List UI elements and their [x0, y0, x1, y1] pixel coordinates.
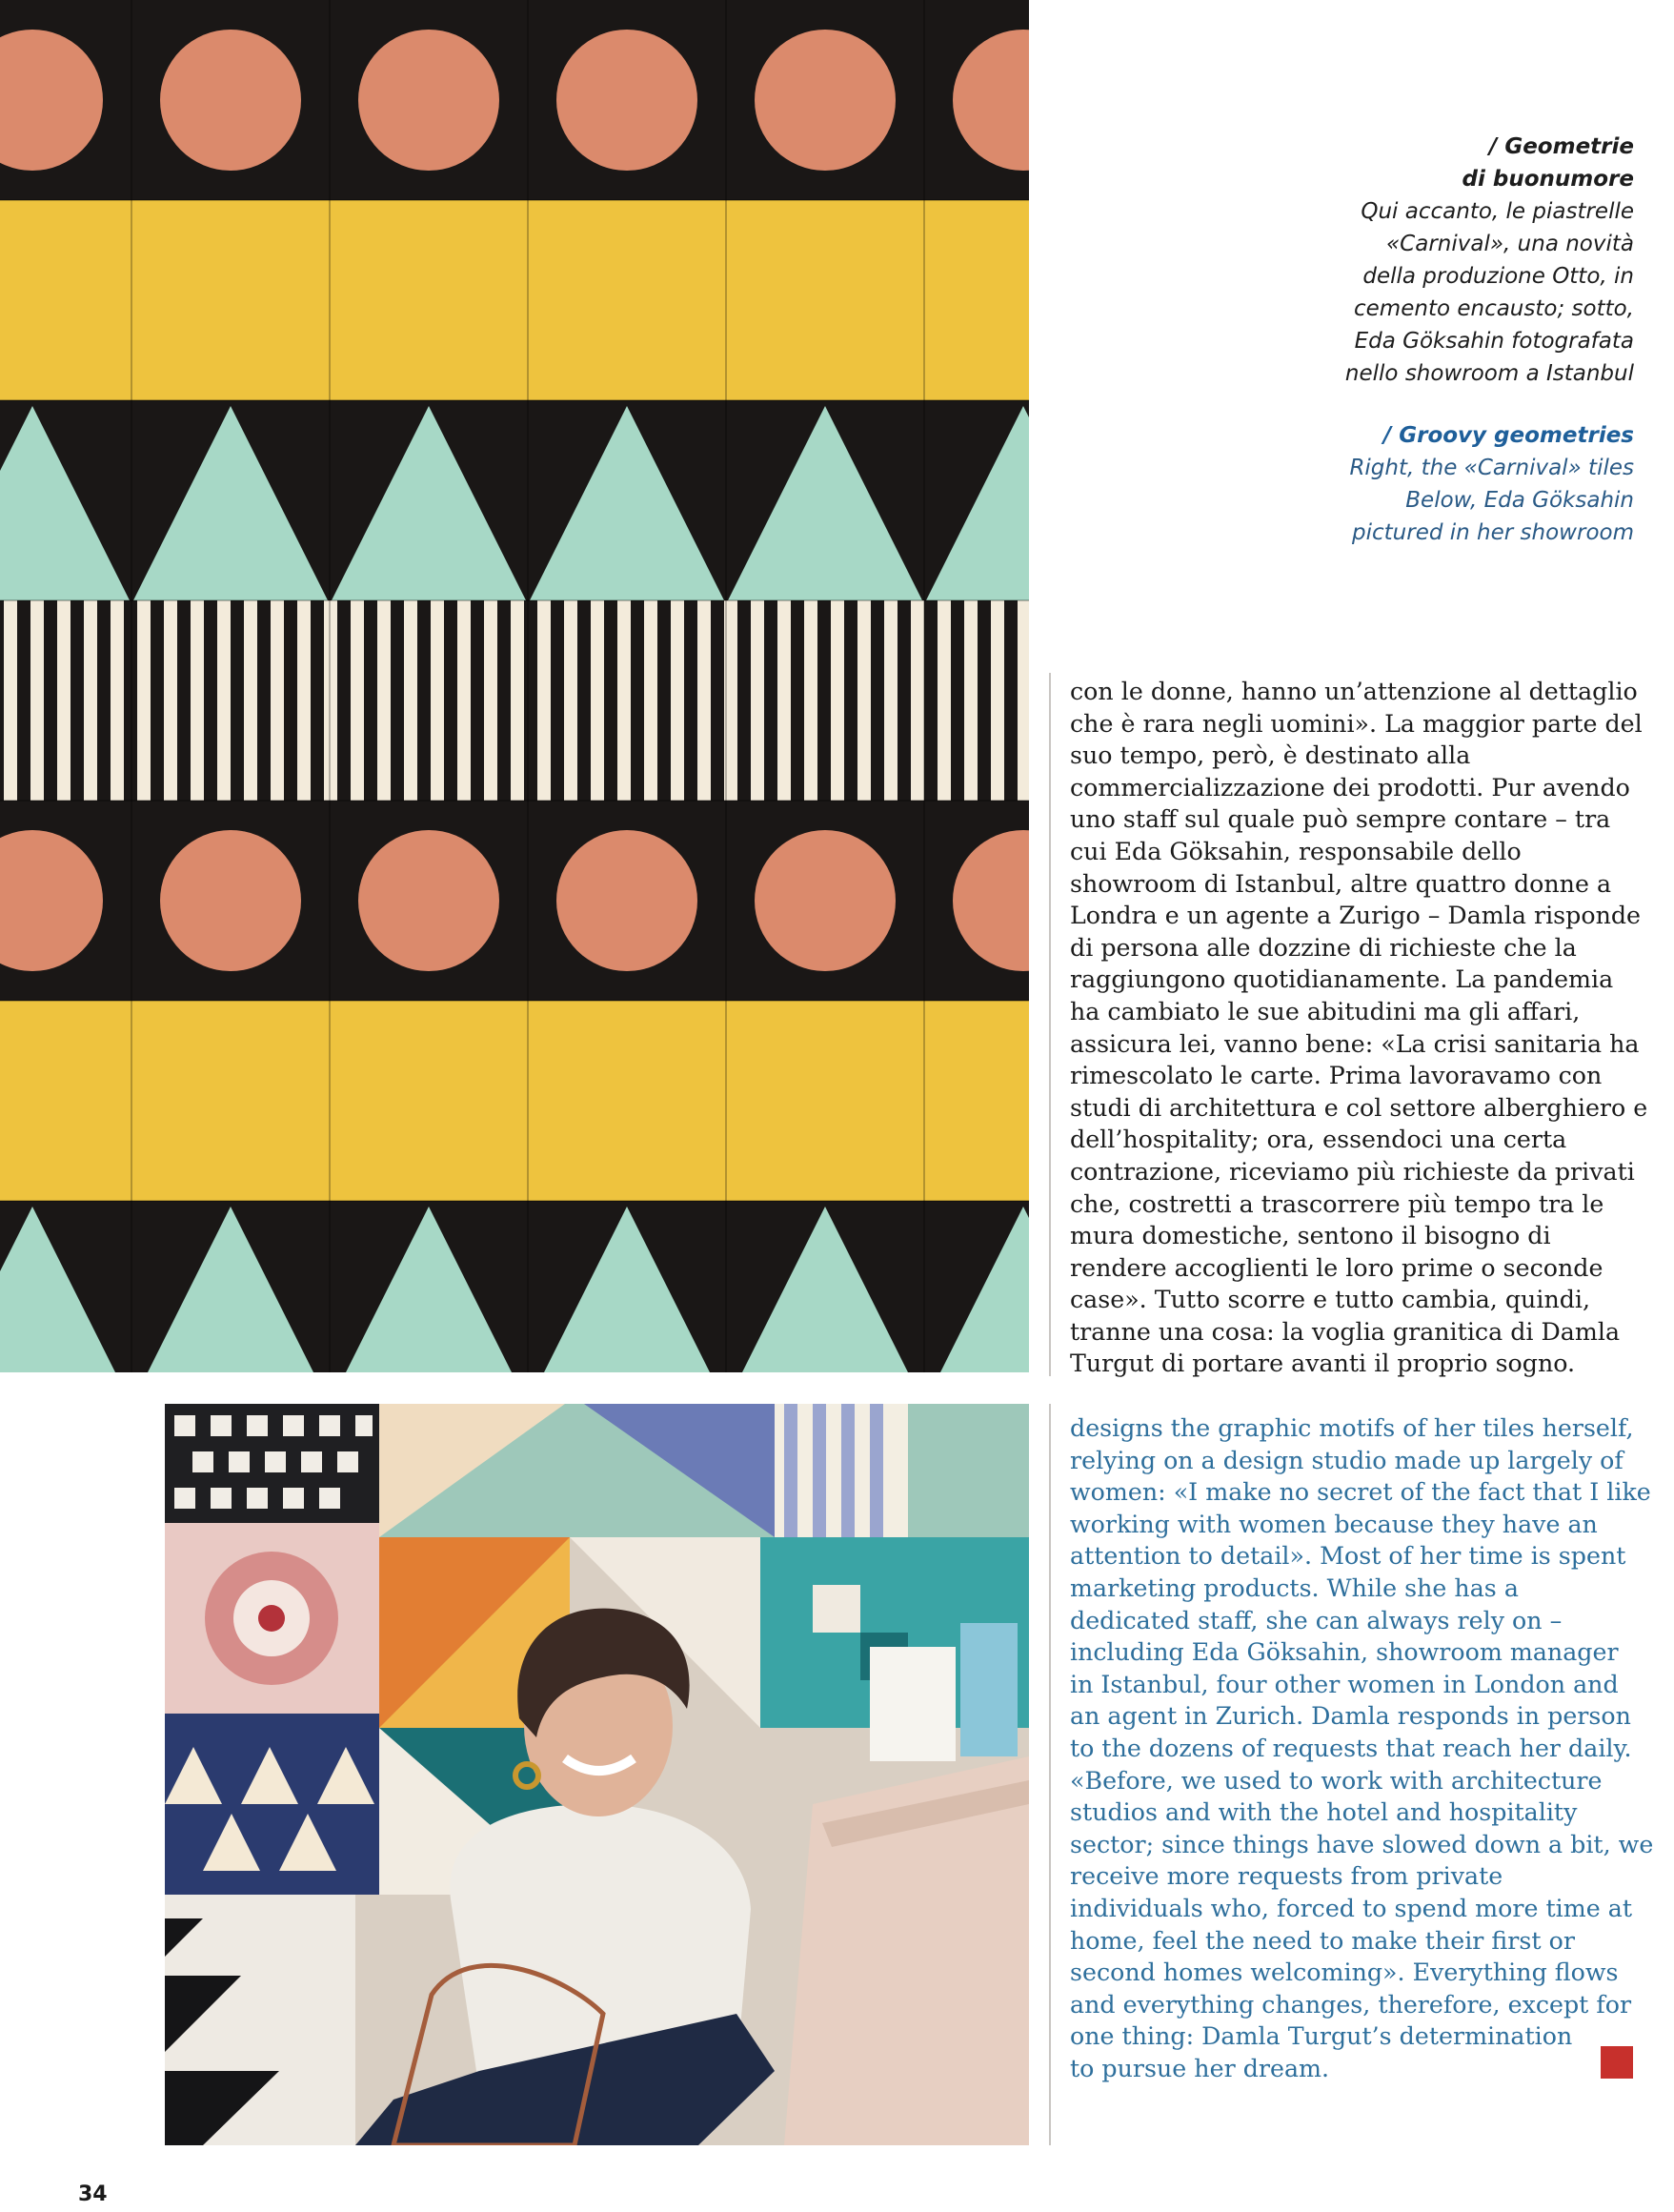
body-line: contrazione, riceviamo più richieste da privati	[1070, 1157, 1635, 1186]
body-line: Turgut di portare avanti il proprio sogno.	[1070, 1350, 1576, 1378]
caption-line: Below, Eda Göksahin	[1405, 488, 1634, 513]
body-line: to pursue her dream.	[1070, 2054, 1330, 2082]
body-line: ha cambiato le sue abitudini ma gli affari,	[1070, 997, 1581, 1025]
article-end-mark	[1601, 2046, 1633, 2079]
body-line: an agent in Zurich. Damla responds in person	[1070, 1702, 1631, 1731]
triangle-tile-row	[0, 400, 1029, 600]
body-line: «Before, we used to work with architecture	[1070, 1766, 1603, 1795]
body-line: relying on a design studio made up largely of	[1070, 1446, 1624, 1474]
caption-heading: / Groovy geometries	[1382, 423, 1634, 448]
body-line: women: «I make no secret of the fact that I like	[1070, 1478, 1651, 1507]
body-line: second homes welcoming». Everything flows	[1070, 1958, 1619, 1987]
caption-english	[1224, 419, 1634, 549]
coral-circle	[556, 830, 697, 971]
body-line: cui Eda Göksahin, responsabile dello	[1070, 837, 1522, 865]
caption-line: «Carnival», una novità	[1385, 232, 1634, 256]
caption-heading: / Geometrie	[1488, 134, 1634, 159]
body-line: rimescolato le carte. Prima lavoravamo con	[1070, 1062, 1603, 1090]
caption-line: Right, the «Carnival» tiles	[1349, 456, 1634, 480]
body-line: studi di architettura e col settore alberghiero e	[1070, 1093, 1648, 1122]
body-line: dedicated staff, she can always rely on –	[1070, 1606, 1563, 1634]
caption-line: cemento encausto; sotto,	[1354, 296, 1634, 321]
body-line: che, costretti a trascorrere più tempo tra le	[1070, 1189, 1604, 1218]
coral-circle	[556, 30, 697, 171]
caption-line: Qui accanto, le piastrelle	[1361, 199, 1634, 224]
caption-italian	[1224, 131, 1634, 390]
body-text-english	[1070, 1412, 1654, 2084]
body-line: marketing products. While she has a	[1070, 1573, 1519, 1602]
body-line: che è rara negli uomini». La maggior parte del	[1070, 709, 1643, 738]
body-line: Londra e un agente a Zurigo – Damla risponde	[1070, 902, 1642, 930]
body-line: home, feel the need to make their first or	[1070, 1926, 1575, 1955]
body-text-italian	[1070, 676, 1648, 1380]
body-line: mura domestiche, sentono il bisogno di	[1070, 1222, 1551, 1250]
body-line: commercializzazione dei prodotti. Pur avendo	[1070, 773, 1630, 802]
body-line: studios and with the hotel and hospitality	[1070, 1798, 1578, 1827]
body-line: in Istanbul, four other women in London and	[1070, 1670, 1619, 1698]
yellow-tile-row	[0, 200, 1029, 400]
caption-heading: di buonumore	[1462, 167, 1634, 192]
body-line: sector; since things have slowed down a bit, we	[1070, 1830, 1654, 1858]
striped-tile-row	[0, 600, 1029, 801]
body-line: designs the graphic motifs of her tiles herself,	[1070, 1414, 1634, 1442]
circle-tile-row	[0, 0, 1029, 200]
page-number: 34	[78, 2182, 108, 2206]
body-line: con le donne, hanno un’attenzione al dettaglio	[1070, 678, 1638, 705]
carnival-tiles-photo	[0, 0, 1029, 1372]
body-line: working with women because they have an	[1070, 1510, 1598, 1538]
coral-circle	[160, 30, 301, 171]
body-line: one thing: Damla Turgut’s determination	[1070, 2022, 1573, 2051]
caption-line: Eda Göksahin fotografata	[1354, 329, 1634, 354]
column-rule	[1049, 673, 1051, 1376]
body-line: case». Tutto scorre e tutto cambia, quindi,	[1070, 1286, 1591, 1314]
body-line: individuals who, forced to spend more time at	[1070, 1894, 1632, 1922]
coral-circle	[755, 30, 896, 171]
yellow-tile-row	[0, 1001, 1029, 1201]
body-line: di persona alle dozzine di richieste che la	[1070, 933, 1577, 962]
coral-circle	[160, 830, 301, 971]
showroom-portrait-photo	[165, 1404, 1029, 2145]
coral-circle	[358, 830, 499, 971]
caption-line: nello showroom a Istanbul	[1344, 361, 1634, 386]
caption-line: pictured in her showroom	[1352, 520, 1634, 545]
body-line: to the dozens of requests that reach her daily.	[1070, 1734, 1632, 1762]
body-line: attention to detail». Most of her time is spent	[1070, 1542, 1626, 1571]
body-line: and everything changes, therefore, except for	[1070, 1990, 1632, 2019]
circle-tile-row	[0, 801, 1029, 1001]
body-line: showroom di Istanbul, altre quattro donne a	[1070, 869, 1612, 898]
caption-line: della produzione Otto, in	[1362, 264, 1634, 289]
coral-circle	[358, 30, 499, 171]
body-line: including Eda Göksahin, showroom manager	[1070, 1638, 1619, 1667]
body-line: assicura lei, vanno bene: «La crisi sanitaria ha	[1070, 1029, 1640, 1058]
body-line: suo tempo, però, è destinato alla	[1070, 741, 1471, 770]
body-line: receive more requests from private	[1070, 1862, 1503, 1891]
body-line: tranne una cosa: la voglia granitica di Damla	[1070, 1317, 1621, 1346]
body-line: rendere accoglienti le loro prime o seconde	[1070, 1253, 1603, 1282]
coral-circle	[755, 830, 896, 971]
triangle-tile-row	[0, 1201, 1029, 1372]
column-rule	[1049, 1404, 1051, 2145]
body-line: uno staff sul quale può sempre contare – tra	[1070, 805, 1611, 834]
body-line: dell’hospitality; ora, essendoci una certa	[1070, 1126, 1567, 1154]
body-line: raggiungono quotidianamente. La pandemia	[1070, 965, 1614, 994]
